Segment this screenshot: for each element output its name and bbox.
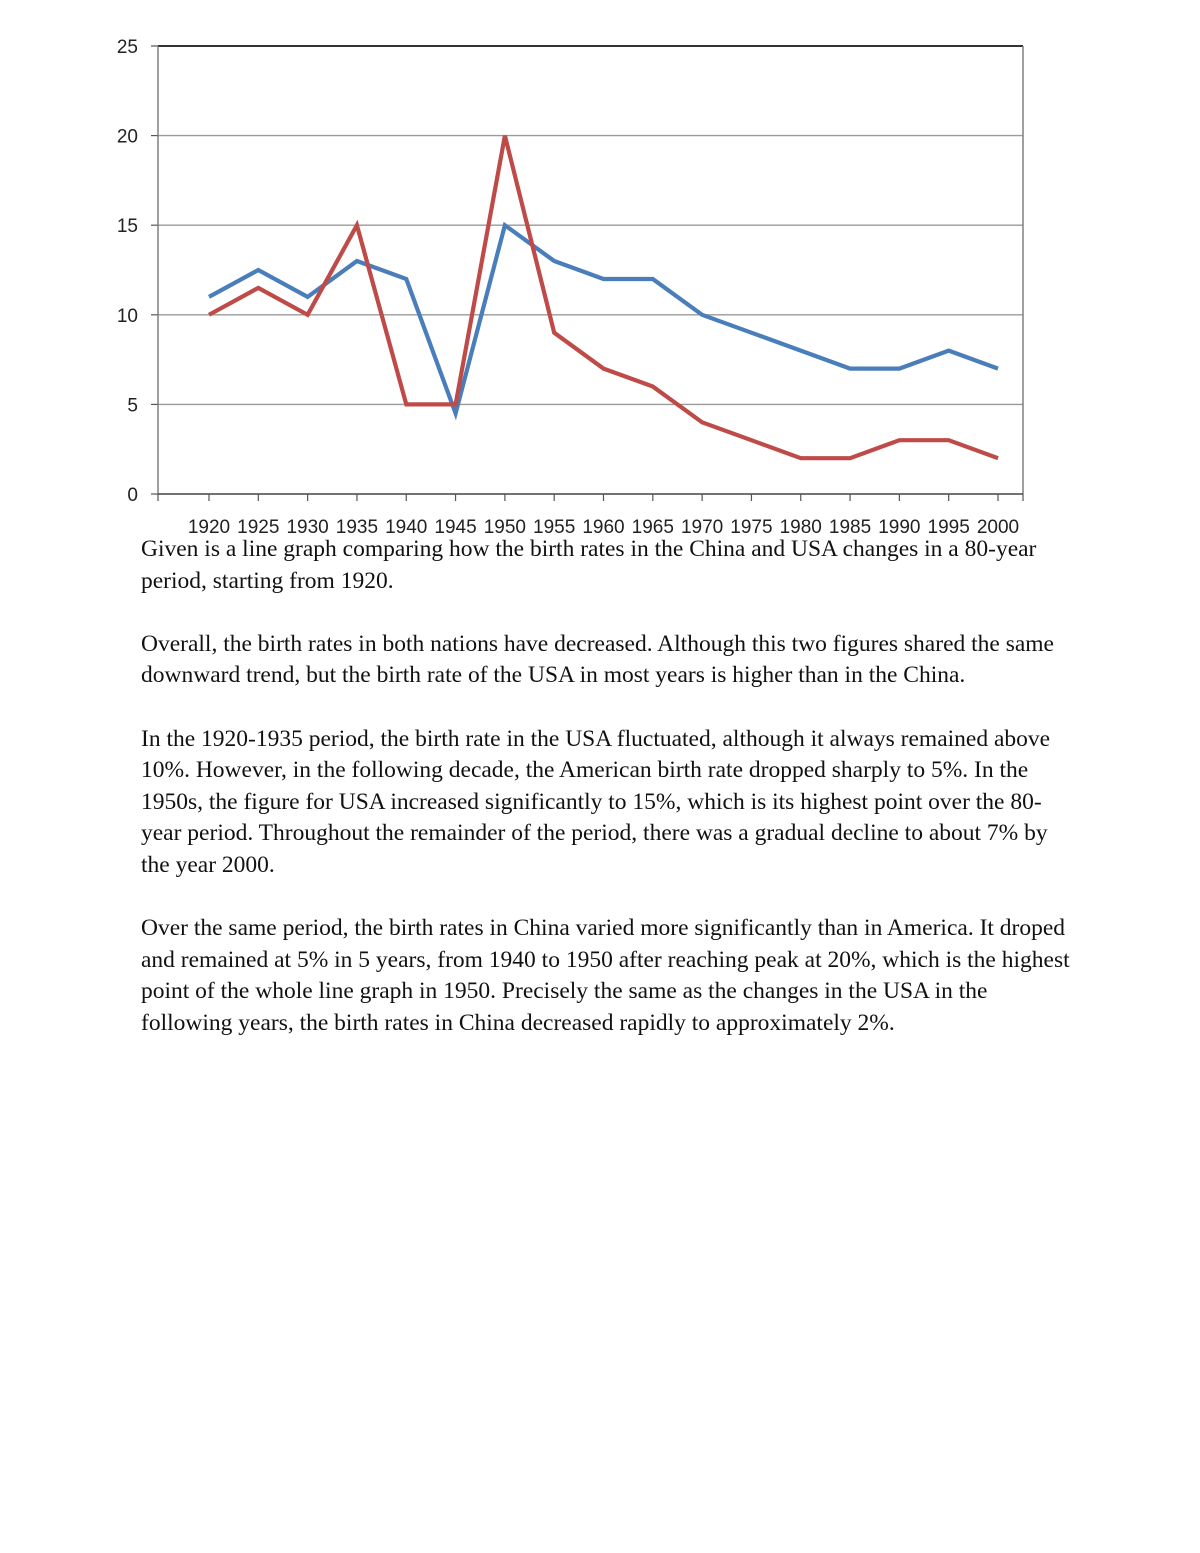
x-tick-label-1950: 1950 <box>483 517 527 538</box>
essay-paragraph-overview: Overall, the birth rates in both nations have decreased. Although this two figures shared the same downward trend, but the birth rate of the USA in most years is higher than in the China. <box>141 630 1054 689</box>
chart-series <box>209 136 998 459</box>
essay-text <box>141 534 1081 1071</box>
x-tick-label-1990: 1990 <box>878 517 921 538</box>
x-tick-label-1920: 1920 <box>187 517 231 538</box>
x-tick-label-1960: 1960 <box>582 517 625 538</box>
x-tick-label-1930: 1930 <box>286 517 329 538</box>
x-tick-label-1940: 1940 <box>385 517 428 538</box>
x-tick-label-1970: 1970 <box>680 517 724 538</box>
x-tick-label-1980: 1980 <box>779 517 822 538</box>
x-tick-label-1945: 1945 <box>434 517 477 538</box>
x-tick-label-1975: 1975 <box>730 517 773 538</box>
x-tick-label-1985: 1985 <box>828 517 872 538</box>
y-tick-label-5: 5 <box>127 395 138 417</box>
series-line-2 <box>209 136 998 459</box>
essay-paragraph-usa: In the 1920-1935 period, the birth rate in the USA fluctuated, although it always remained above 10%. However, in the following decade, the American birth rate dropped sharply to 5%. In the 1950s, the figure for USA increased significantly to 15%, which is its highest point over the 80-year period. Throughout the remainder of the period, there was a gradual decline to about 7% by the year 2000. <box>141 725 1051 878</box>
y-tick-label-10: 10 <box>116 305 138 327</box>
x-tick-label-1965: 1965 <box>631 517 674 538</box>
birth-rate-line-chart <box>0 0 1200 545</box>
x-tick-label-1925: 1925 <box>237 517 280 538</box>
y-tick-label-0: 0 <box>127 485 138 506</box>
series-line-1 <box>209 225 998 413</box>
y-tick-label-20: 20 <box>116 126 138 148</box>
y-tick-label-25: 25 <box>116 37 138 58</box>
x-tick-label-1955: 1955 <box>533 517 576 538</box>
x-tick-label-1995: 1995 <box>927 517 970 538</box>
chart-gridlines <box>158 46 1023 404</box>
essay-paragraph-intro: Given is a line graph comparing how the birth rates in the China and USA changes in a 80-year period, starting from 1920. <box>141 536 1037 594</box>
y-tick-label-15: 15 <box>116 216 138 238</box>
x-tick-label-2000: 2000 <box>976 517 1020 538</box>
y-axis-tick-labels <box>117 37 138 506</box>
essay-paragraph-china: Over the same period, the birth rates in China varied more significantly than in America. It droped and remained at 5% in 5 years, from 1940 to 1950 after reaching peak at 20%, which is the highest point of the whole line graph in 1950. Precisely the same as the changes in the USA in the following years, the birth rates in China decreased rapidly to approximately 2%. <box>141 915 1070 1036</box>
x-tick-label-1935: 1935 <box>335 517 379 538</box>
